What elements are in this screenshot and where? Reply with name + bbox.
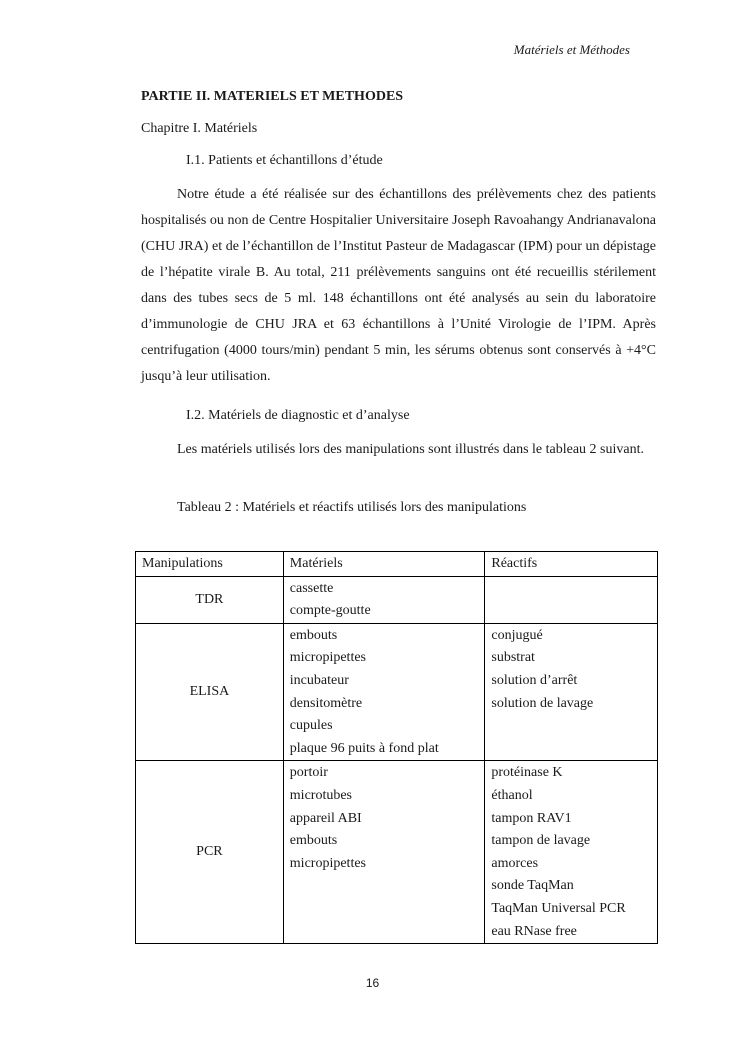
materiel-item: microtubes (289, 787, 353, 803)
materiel-item: cassette (289, 580, 334, 596)
reactif-item: conjugué (491, 627, 543, 643)
materiel-item: cupules (289, 718, 333, 734)
table-header-cell: Matériels (283, 552, 485, 577)
reactif-item: éthanol (491, 787, 533, 803)
table-header-cell: Réactifs (485, 552, 658, 577)
reactif-item: protéinase K (491, 765, 563, 781)
materials-table (135, 551, 658, 944)
reactif-item: tampon RAV1 (491, 810, 572, 826)
materiel-item: compte-goutte (289, 603, 371, 619)
table-caption: Tableau 2 : Matériels et réactifs utilisés lors des manipulations (177, 500, 527, 515)
reactif-item: solution de lavage (491, 695, 594, 711)
manipulation-cell: TDR (136, 576, 284, 623)
section-paragraph-materiels: Les matériels utilisés lors des manipulations sont illustrés dans le tableau 2 suivant. (177, 442, 644, 457)
materiels-cell (283, 623, 485, 761)
table-row (136, 623, 658, 761)
part-title: PARTIE II. MATERIELS ET METHODES (141, 89, 404, 104)
reactif-item: sonde TaqMan (491, 878, 574, 894)
materiel-item: embouts (289, 833, 338, 849)
reactif-item: eau RNase free (491, 923, 577, 939)
reactif-item: tampon de lavage (491, 833, 591, 849)
materiel-item: incubateur (289, 672, 349, 688)
section-heading-patients: I.1. Patients et échantillons d’étude (186, 153, 383, 168)
manipulation-cell: PCR (136, 761, 284, 944)
reactif-item: amorces (491, 855, 539, 871)
materiel-item: plaque 96 puits à fond plat (289, 740, 439, 756)
table-row (136, 576, 658, 623)
reactifs-cell (485, 761, 658, 944)
materiel-item: embouts (289, 627, 338, 643)
reactif-item: TaqMan Universal PCR (491, 900, 626, 916)
materiel-item: micropipettes (289, 855, 366, 871)
materiel-item: appareil ABI (289, 810, 362, 826)
section-paragraph-patients: Notre étude a été réalisée sur des échantillons des prélèvements chez des patients hospitalisés ou non de Centre Hospitalier Universitaire Joseph Ravoahangy Andrianavalona (CHU JRA) et de l’échantillon de l’Institut Pasteur de Madagascar (IPM) pour un dépistage de l’hépatite virale B. Au total, 211 prélèvements sanguins ont été recueillis stérilement dans des tubes secs de 5 ml. 148 échantillons ont été analysés au sein du laboratoire d’immunologie de CHU JRA et 63 échantillons à l’Unité Virologie de l’IPM. Après centrifugation (4000 tours/min) pendant 5 min, les sérums obtenus sont conservés à +4°C jusqu’à leur utilisation. (141, 187, 656, 384)
chapter-title: Chapitre I. Matériels (141, 121, 258, 136)
manipulation-cell: ELISA (136, 623, 284, 761)
page-number: 16 (365, 976, 380, 990)
section-heading-materiels: I.2. Matériels de diagnostic et d’analyse (186, 408, 410, 423)
reactif-item: solution d’arrêt (491, 672, 578, 688)
table-row (136, 761, 658, 944)
materiels-cell (283, 761, 485, 944)
reactifs-cell (485, 576, 658, 623)
table-header-cell: Manipulations (136, 552, 284, 577)
running-header: Matériels et Méthodes (513, 42, 630, 57)
table-header-row (136, 552, 658, 577)
materiel-item: densitomètre (289, 695, 363, 711)
materiel-item: portoir (289, 765, 328, 781)
materiels-cell (283, 576, 485, 623)
materiel-item: micropipettes (289, 650, 366, 666)
reactifs-cell (485, 623, 658, 761)
reactif-item: substrat (491, 650, 535, 666)
